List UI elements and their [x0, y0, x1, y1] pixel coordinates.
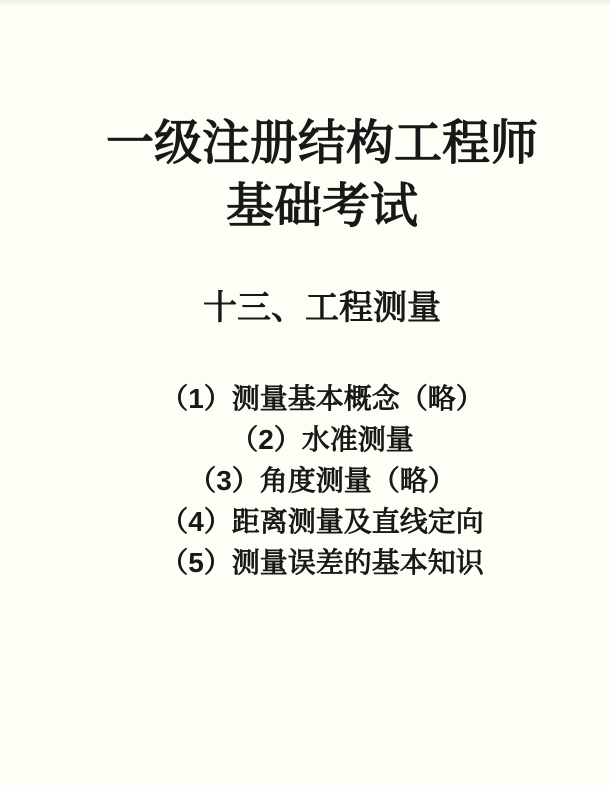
outline-item-2: （2）水准测量 [230, 424, 414, 455]
document-title [0, 112, 610, 238]
outline-item-5: （5）测量误差的基本知识 [160, 547, 484, 578]
title-line-2: 基础考试 [225, 180, 418, 233]
title-line-1: 一级注册结构工程师 [105, 117, 538, 170]
page-top-edge [0, 0, 610, 6]
outline-item-1: （1）测量基本概念（略） [160, 383, 484, 414]
section-heading: 十三、工程测量 [203, 289, 441, 327]
outline-item-3: （3）角度测量（略） [188, 465, 456, 496]
outline-list [0, 378, 610, 583]
page-bottom-strip [0, 786, 610, 797]
outline-item-4: （4）距离测量及直线定向 [160, 506, 484, 537]
